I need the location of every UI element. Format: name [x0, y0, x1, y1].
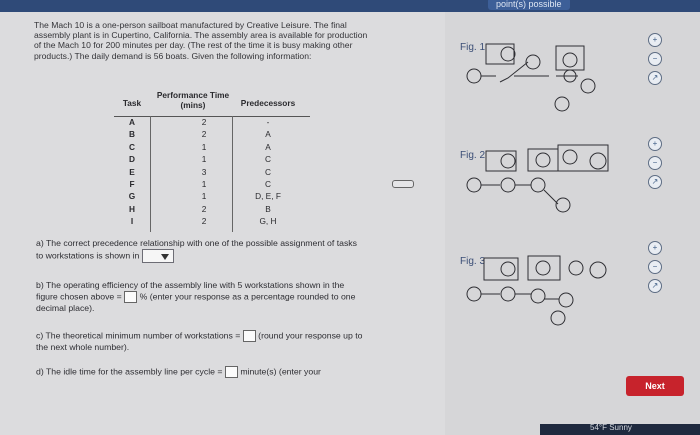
weather-label: 54°F Sunny	[590, 423, 632, 432]
table-row	[114, 129, 310, 140]
question-d-suffix: minute(s) (enter your	[240, 366, 321, 377]
fig2-diagram	[458, 145, 648, 225]
predecessor-cell: C	[265, 179, 271, 189]
question-b-suffix: % (enter your response as a percentage rounded to one decimal place).	[36, 291, 356, 313]
predecessor-cell: C	[265, 154, 271, 165]
fig3-label: Fig. 3	[460, 256, 486, 267]
question-b-text: b) The operating efficiency of the assembly line with 5 workstations shown in the figure chosen above =	[36, 280, 345, 302]
table-row	[114, 167, 310, 178]
predecessor-cell: A	[265, 141, 271, 152]
fig2-popout-icon[interactable]: ↗	[648, 175, 662, 189]
task-cell: E	[129, 166, 135, 177]
table-row	[114, 142, 310, 153]
predecessor-cell: C	[265, 166, 271, 177]
time-cell: 1	[201, 141, 207, 152]
time-cell: 2	[201, 216, 207, 227]
question-a-text: a) The correct precedence relationship with one of the possible assignment of tasks to workstations is shown in	[36, 238, 357, 261]
question-c-suffix: (round your response up to the next whole number).	[36, 330, 363, 352]
fig3-zoom-in-icon[interactable]: +	[648, 241, 662, 255]
efficiency-input[interactable]	[124, 291, 137, 303]
task-cell: F	[129, 179, 135, 189]
predecessor-cell: D, E, F	[255, 191, 281, 202]
next-button[interactable]: Next	[626, 376, 684, 396]
fig2-label: Fig. 2	[460, 150, 486, 161]
fig1-zoom-in-icon[interactable]: +	[648, 33, 662, 47]
fig1-zoom-out-icon[interactable]: −	[648, 52, 662, 66]
time-cell: 2	[201, 117, 207, 127]
fig3-popout-icon[interactable]: ↗	[648, 279, 662, 293]
predecessor-cell: -	[266, 117, 270, 127]
time-cell: 2	[201, 203, 207, 214]
table-row	[114, 117, 310, 128]
panel-resize-handle[interactable]	[392, 180, 414, 188]
table-header-time: Performance Time (mins)	[156, 90, 230, 110]
question-a	[36, 238, 366, 263]
predecessor-cell: A	[265, 129, 271, 140]
fig1-popout-icon[interactable]: ↗	[648, 71, 662, 85]
predecessor-cell: G, H	[259, 216, 277, 227]
fig3-diagram	[458, 252, 648, 332]
task-cell: G	[128, 191, 136, 202]
table-row	[114, 179, 310, 190]
time-cell: 1	[201, 154, 207, 165]
task-cell: C	[129, 141, 135, 152]
question-d-text: d) The idle time for the assembly line per cycle =	[36, 366, 223, 377]
fig1-diagram	[458, 36, 648, 116]
time-cell: 2	[201, 129, 207, 140]
task-cell: A	[129, 117, 135, 127]
top-bar	[0, 0, 700, 12]
time-cell: 3	[201, 166, 207, 177]
problem-intro: The Mach 10 is a one-person sailboat manufactured by Creative Leisure. The final assembly plant is in Cupertino, California. The assembly area is available for production of the Mach 10 for 200 minutes per day. (The rest of the time it is busy making other products.) The daily demand is 56 boats. Given the following information:	[34, 20, 368, 61]
table-row	[114, 204, 310, 215]
fig2-zoom-in-icon[interactable]: +	[648, 137, 662, 151]
table-header-task: Task	[122, 98, 142, 108]
question-d	[36, 366, 366, 378]
points-badge: point(s) possible	[488, 0, 570, 10]
task-cell: B	[129, 129, 135, 140]
idle-time-input[interactable]	[225, 366, 238, 378]
table-row	[114, 154, 310, 165]
time-cell: 1	[201, 179, 207, 189]
figure-select-dropdown[interactable]	[142, 249, 174, 263]
task-cell: H	[129, 203, 135, 214]
question-c	[36, 330, 366, 353]
fig2-zoom-out-icon[interactable]: −	[648, 156, 662, 170]
fig1-label: Fig. 1	[460, 42, 486, 53]
fig3-zoom-out-icon[interactable]: −	[648, 260, 662, 274]
question-c-text: c) The theoretical minimum number of workstations =	[36, 330, 241, 341]
table-row	[114, 216, 310, 227]
min-workstations-input[interactable]	[243, 330, 256, 342]
task-cell: D	[129, 154, 135, 165]
question-b	[36, 280, 366, 314]
table-header-predecessors: Predecessors	[240, 98, 296, 108]
task-cell: I	[130, 216, 134, 227]
predecessor-cell: B	[265, 203, 271, 214]
time-cell: 1	[201, 191, 207, 202]
table-row	[114, 191, 310, 202]
